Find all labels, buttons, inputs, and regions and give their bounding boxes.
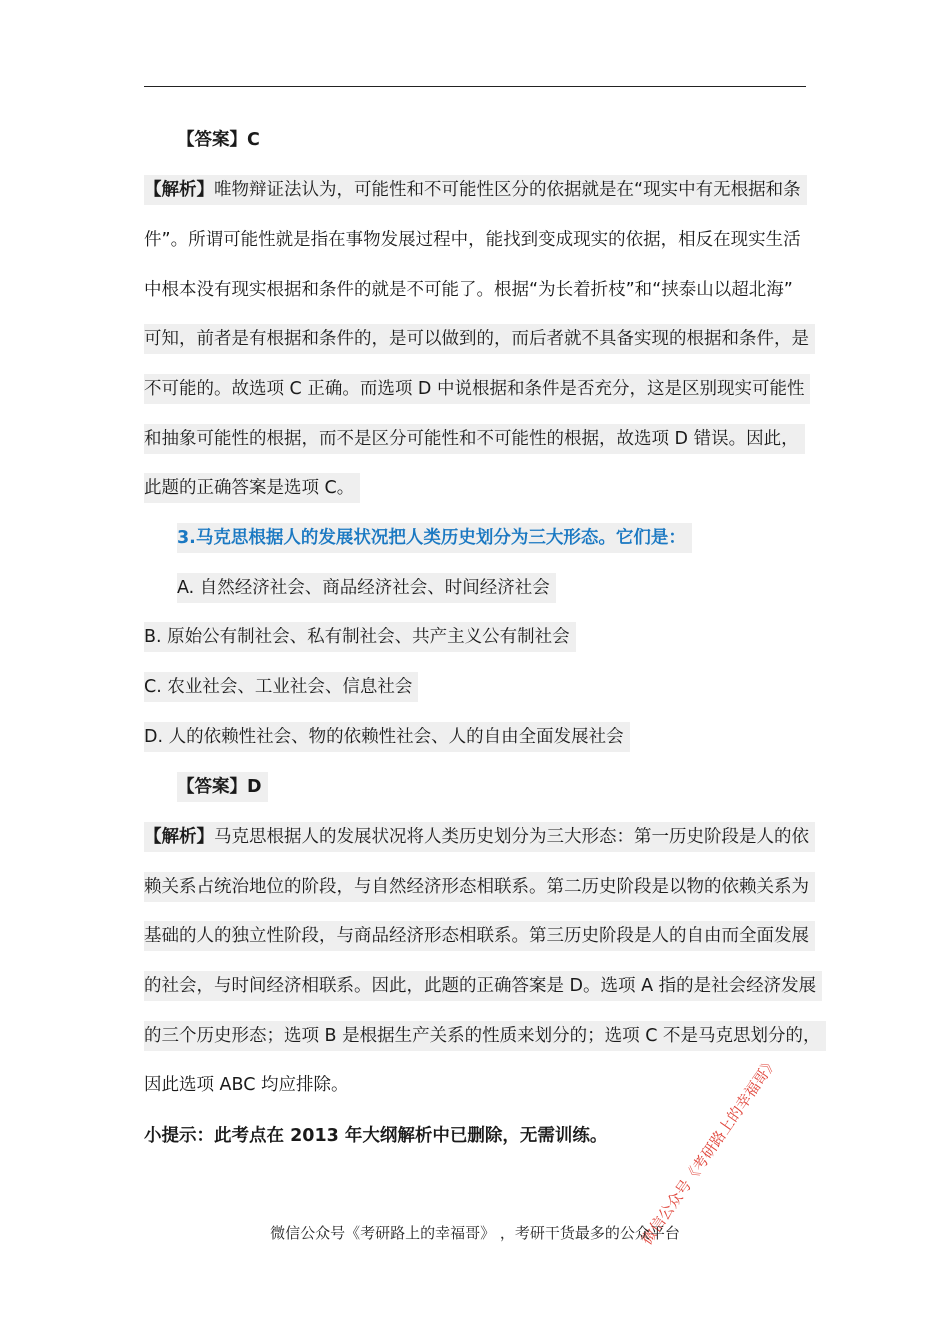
analysis-1-line-6: 和抽象可能性的根据，而不是区分可能性和不可能性的根据，故选项 D 错误。因此， [144,424,805,454]
analysis-2-line-6: 因此选项 ABC 均应排除。 [144,1075,349,1095]
analysis-1-line-2: 件”。所谓可能性就是指在事物发展过程中，能找到变成现实的依据，相反在现实生活 [144,230,801,250]
header-rule [144,86,806,87]
option-c: C. 农业社会、工业社会、信息社会 [144,672,418,702]
question-3-stem: 3.马克思根据人的发展状况把人类历史划分为三大形态。它们是： [177,523,692,553]
option-a: A. 自然经济社会、商品经济社会、时间经济社会 [177,573,556,603]
answer-1: 【答案】C [177,130,260,150]
analysis-1-line-3: 中根本没有现实根据和条件的就是不可能了。根据“为长着折枝”和“挟泰山以超北海” [144,280,793,300]
analysis-2-line-2: 赖关系占统治地位的阶段，与自然经济形态相联系。第二历史阶段是以物的依赖关系为 [144,872,815,902]
watermark-stamp: 微信公众号《考研路上的幸福哥》 [637,1053,782,1249]
analysis-1-line-4: 可知，前者是有根据和条件的，是可以做到的，而后者就不具备实现的根据和条件，是 [144,324,815,354]
analysis-2-line-1: 【解析】马克思根据人的发展状况将人类历史划分为三大形态：第一历史阶段是人的依 [144,822,815,852]
analysis-1-line-1: 【解析】唯物辩证法认为，可能性和不可能性区分的依据就是在“现实中有无根据和条 [144,175,807,205]
analysis-2-line-4: 的社会，与时间经济相联系。因此，此题的正确答案是 D。选项 A 指的是社会经济发展 [144,971,822,1001]
analysis-2-line-5: 的三个历史形态；选项 B 是根据生产关系的性质来划分的；选项 C 不是马克思划分的， [144,1021,826,1051]
answer-2: 【答案】D [177,772,268,802]
option-b: B. 原始公有制社会、私有制社会、共产主义公有制社会 [144,622,576,652]
analysis-1-line-7: 此题的正确答案是选项 C。 [144,473,360,503]
analysis-2-label: 【解析】 [144,827,214,847]
tip-note: 小提示：此考点在 2013 年大纲解析中已删除，无需训练。 [144,1126,608,1146]
analysis-1-label: 【解析】 [144,180,214,200]
option-d: D. 人的依赖性社会、物的依赖性社会、人的自由全面发展社会 [144,722,630,752]
analysis-2-line-3: 基础的人的独立性阶段，与商品经济形态相联系。第三历史阶段是人的自由而全面发展 [144,921,815,951]
analysis-1-line-5: 不可能的。故选项 C 正确。而选项 D 中说根据和条件是否充分，这是区别现实可能性 [144,374,810,404]
page-footer: 微信公众号《考研路上的幸福哥》 ，考研干货最多的公众平台 [270,1224,680,1242]
